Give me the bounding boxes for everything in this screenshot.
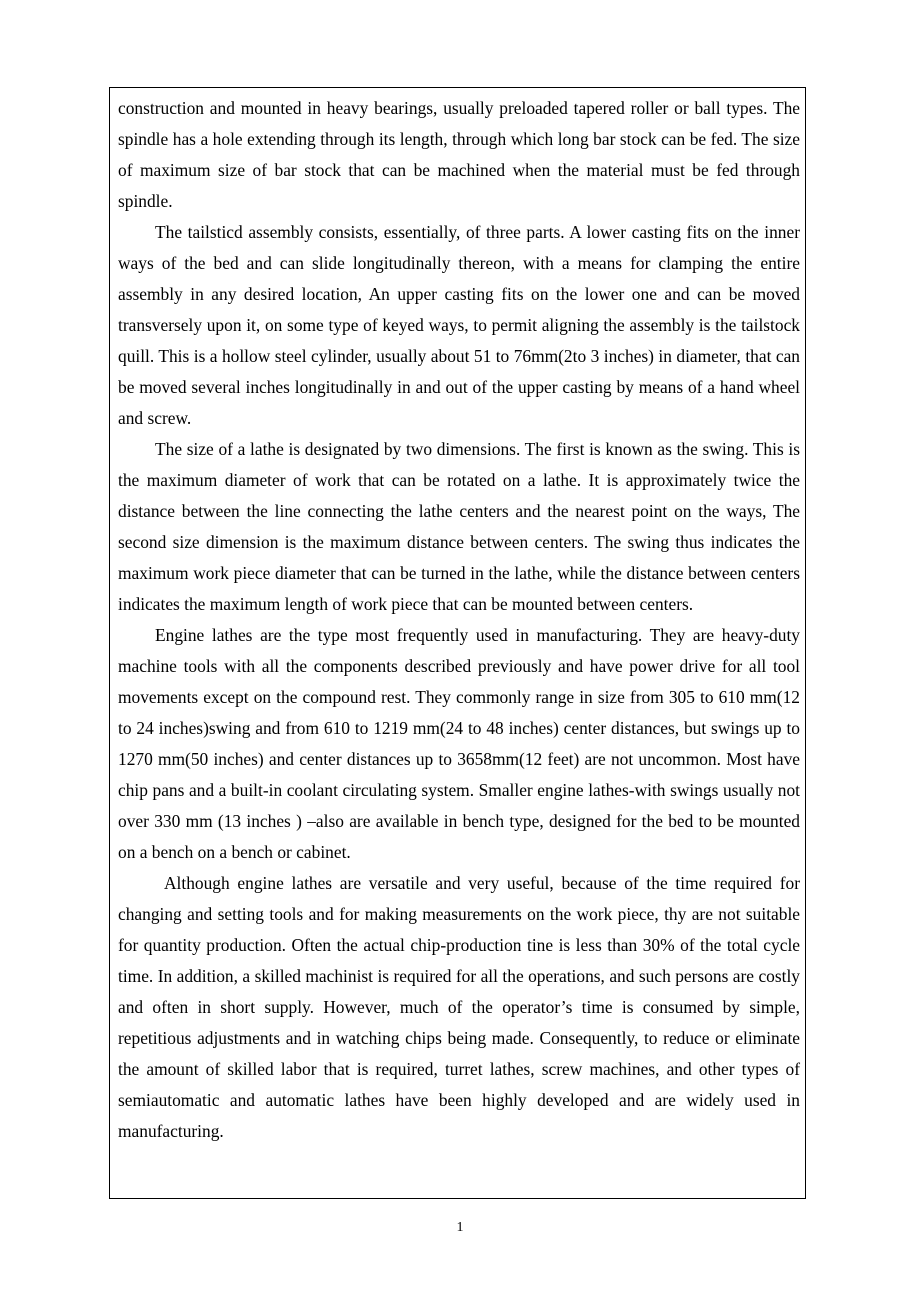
paragraph-engine-lathe-limitations: Although engine lathes are versatile and very useful, because of the time required for changing and setting tools and for making measurements on the work piece, thy are not suitable for quantity production. Often the actual chip-production tine is less than 30% of the total cycle time. In addition, a skilled machinist is required for all the operations, and such persons are costly and often in short supply. However, much of the operator’s time is consumed by simple, repetitious adjustments and in watching chips being made. Consequently, to reduce or eliminate the amount of skilled labor that is required, turret lathes, screw machines, and other types of semiautomatic and automatic lathes have been highly developed and are widely used in manufacturing. [118,873,800,1141]
paragraph-spindle-continuation: construction and mounted in heavy bearings, usually preloaded tapered roller or ball types. The spindle has a hole extending through its length, through which long bar stock can be fed. The size of maximum size of bar stock that can be machined when the material must be fed through spindle. [118,98,800,211]
paragraph-lathe-size: The size of a lathe is designated by two dimensions. The first is known as the swing. This is the maximum diameter of work that can be rotated on a lathe. It is approximately twice the distance between the line connecting the lathe centers and the nearest point on the ways, The second size dimension is the maximum distance between centers. The swing thus indicates the maximum work piece diameter that can be turned in the lathe, while the distance between centers indicates the maximum length of work piece that can be mounted between centers. [118,439,800,614]
body-text [118,93,800,1147]
page-number: 1 [456,1220,464,1235]
paragraph-tailstock-assembly: The tailsticd assembly consists, essentially, of three parts. A lower casting fits on the inner ways of the bed and can slide longitudinally thereon, with a means for clamping the entire assembly in any desired location, An upper casting fits on the lower one and can be moved transversely upon it, on some type of keyed ways, to permit aligning the assembly is the tailstock quill. This is a hollow steel cylinder, usually about 51 to 76mm(2to 3 inches) in diameter, that can be moved several inches longitudinally in and out of the upper casting by means of a hand wheel and screw. [118,222,800,428]
paragraph-engine-lathes: Engine lathes are the type most frequently used in manufacturing. They are heavy-duty machine tools with all the components described previously and have power drive for all tool movements except on the compound rest. They commonly range in size from 305 to 610 mm(12 to 24 inches)swing and from 610 to 1219 mm(24 to 48 inches) center distances, but swings up to 1270 mm(50 inches) and center distances up to 3658mm(12 feet) are not uncommon. Most have chip pans and a built-in coolant circulating system. Smaller engine lathes-with swings usually not over 330 mm (13 inches ) –also are available in bench type, designed for the bed to be mounted on a bench on a bench or cabinet. [118,625,800,862]
